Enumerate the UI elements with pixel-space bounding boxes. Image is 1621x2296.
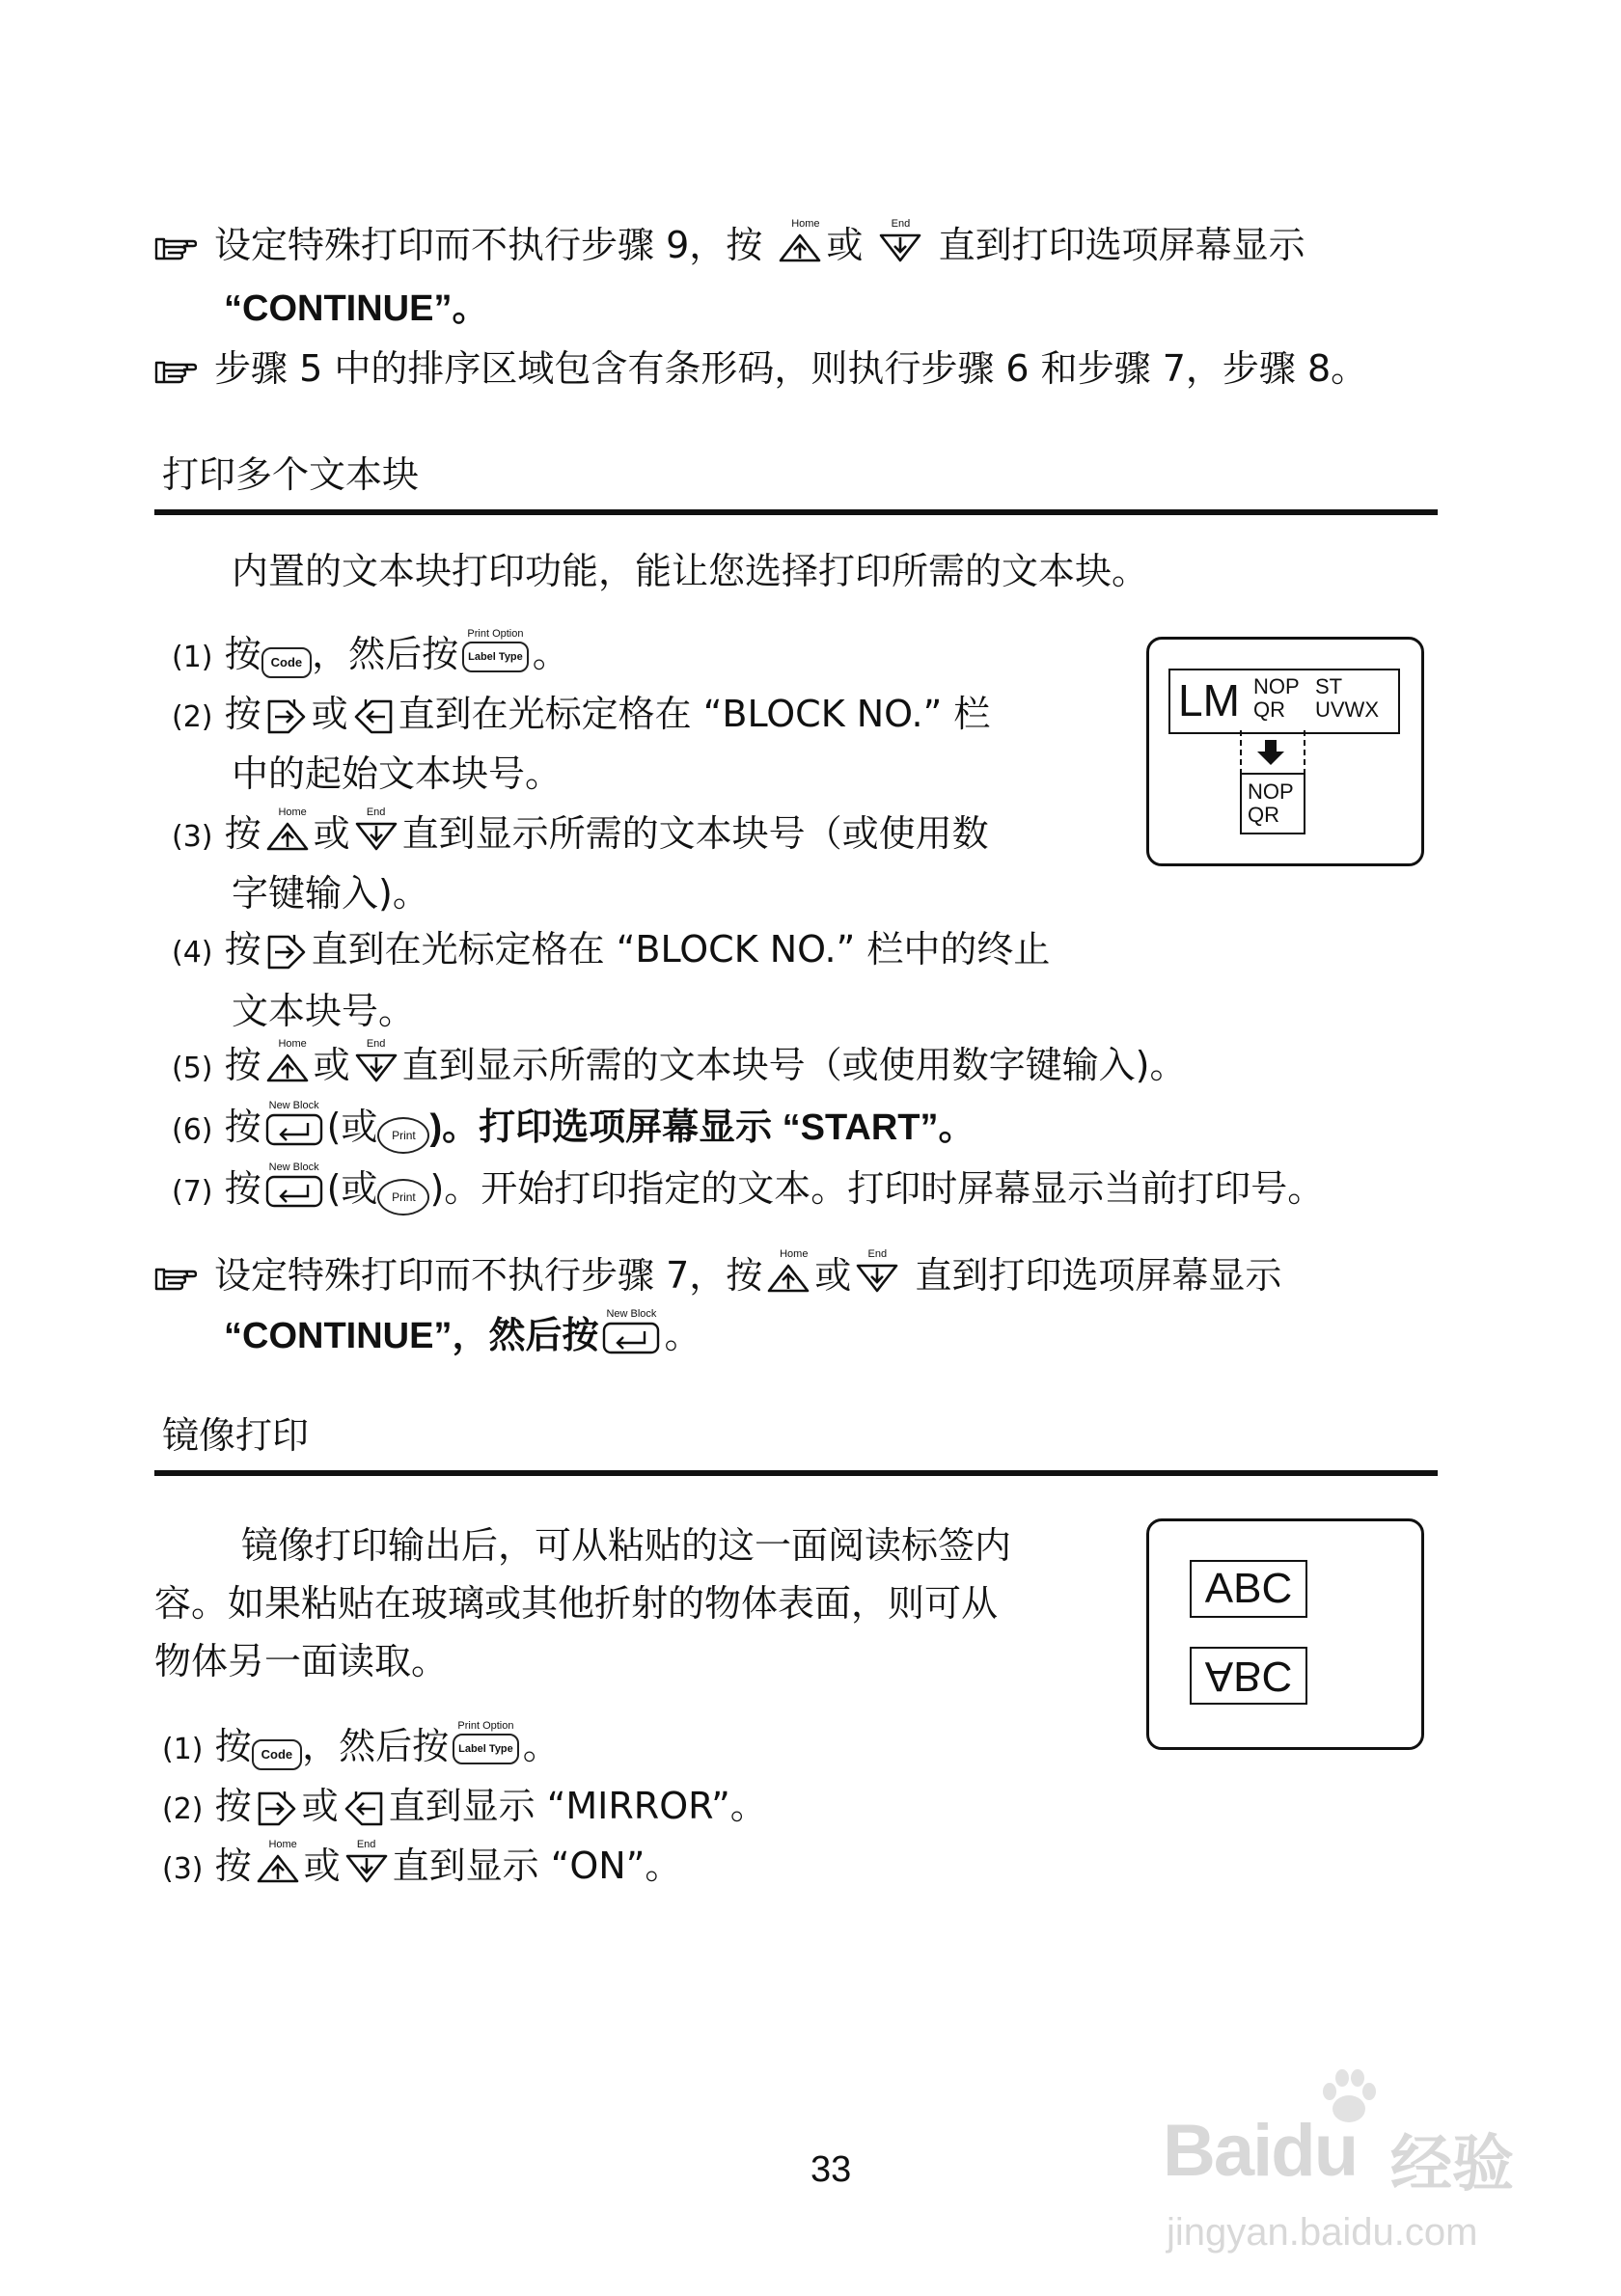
pointing-hand-icon bbox=[154, 233, 197, 262]
up-home-key-icon: Home bbox=[766, 1262, 810, 1295]
watermark-cn: 经验 bbox=[1390, 2129, 1514, 2200]
new-block-enter-key-icon: New Block bbox=[265, 1175, 323, 1208]
big-text: LM bbox=[1178, 675, 1240, 725]
print-key-icon: Print bbox=[377, 1117, 429, 1154]
section-divider bbox=[154, 509, 1438, 515]
section-divider bbox=[154, 1470, 1438, 1476]
multi-block-intro: 内置的文本块打印功能，能让您选择打印所需的文本块。 bbox=[232, 550, 1149, 592]
step-1: (1) 按 Code ，然后按 Print Option Label Type 。 bbox=[172, 629, 569, 683]
right-arrow-key-icon bbox=[265, 933, 308, 971]
right-arrow-key-icon bbox=[265, 697, 308, 736]
left-arrow-key-icon bbox=[343, 1790, 385, 1828]
normal-label: ABC bbox=[1190, 1560, 1307, 1618]
step-2: (2) 按 或 直到在光标定格在 “BLOCK NO.” 栏 bbox=[172, 693, 991, 735]
pointing-hand-icon bbox=[154, 1264, 197, 1293]
up-home-key-icon: Home bbox=[265, 820, 310, 853]
step-3: (3) 按 Home 或 End 直到显示所需的文本块号（或使用数 bbox=[172, 806, 989, 855]
watermark-url: jingyan.baidu.com bbox=[1167, 2211, 1478, 2254]
down-end-key-icon: End bbox=[354, 820, 398, 853]
step-7: (7) 按 New Block (或 Print )。开始打印指定的文本。打印时屏幕显示当前打印号。 bbox=[172, 1163, 1324, 1217]
mirror-step-1: (1) 按 Code ，然后按 Print Option Label Type 。 bbox=[162, 1721, 560, 1775]
mirror-intro-2: 容。如果粘贴在玻璃或其他折射的物体表面，则可从 bbox=[154, 1582, 999, 1625]
note-continue-step7: 设定特殊打印而不执行步骤 7，按 Home 或 End 直到打印选项屏幕显示 bbox=[154, 1250, 1281, 1300]
mirror-figure bbox=[1146, 1518, 1424, 1750]
mirrored-label: ABC bbox=[1190, 1647, 1307, 1705]
up-home-key-icon: Home bbox=[265, 1052, 310, 1084]
output-block: NOP QR bbox=[1240, 773, 1305, 834]
screen-text: LM NOP QR ST UVWX bbox=[1168, 669, 1400, 734]
down-end-key-icon: End bbox=[344, 1852, 389, 1885]
baidu-jingyan-watermark bbox=[1163, 2064, 1587, 2277]
down-end-key-icon: End bbox=[354, 1052, 398, 1084]
left-arrow-key-icon bbox=[352, 697, 395, 736]
pointing-hand-icon bbox=[154, 357, 197, 386]
note-continue-text: “CONTINUE”。 bbox=[224, 288, 489, 329]
right-arrow-key-icon bbox=[256, 1790, 298, 1828]
section-title-multi-block: 打印多个文本块 bbox=[162, 453, 420, 496]
new-block-enter-key-icon: New Block bbox=[265, 1113, 323, 1146]
step-4: (4) 按 直到在光标定格在 “BLOCK NO.” 栏中的终止 bbox=[172, 928, 1051, 970]
step-3-cont: 字键输入)。 bbox=[232, 872, 429, 915]
step-4-cont: 文本块号。 bbox=[232, 990, 416, 1032]
down-arrow-icon bbox=[1253, 738, 1288, 767]
step-5: (5) 按 Home 或 End 直到显示所需的文本块号（或使用数字键输入)。 bbox=[172, 1037, 1187, 1086]
block-print-figure bbox=[1146, 637, 1424, 866]
page-number: 33 bbox=[810, 2149, 852, 2190]
down-end-key-icon: End bbox=[878, 232, 922, 264]
note-continue-step7-cont: “CONTINUE”，然后按 New Block 。 bbox=[224, 1307, 701, 1356]
mirror-intro-3: 物体另一面读取。 bbox=[154, 1640, 449, 1682]
code-key-icon: Code bbox=[252, 1739, 303, 1770]
mirror-step-2: (2) 按 或 直到显示 “MIRROR”。 bbox=[162, 1785, 767, 1827]
up-home-key-icon: Home bbox=[256, 1852, 300, 1885]
step-6: (6) 按 New Block (或 Print )。打印选项屏幕显示 “START”。 bbox=[172, 1102, 975, 1156]
label-type-key-icon: Print Option Label Type bbox=[462, 642, 529, 672]
watermark-brand: Bai bbox=[1163, 2110, 1272, 2192]
watermark-brand-2: du bbox=[1271, 2110, 1358, 2192]
down-end-key-icon: End bbox=[855, 1262, 899, 1295]
new-block-enter-key-icon: New Block bbox=[602, 1322, 660, 1354]
note-continue-step9: 设定特殊打印而不执行步骤 9，按 Home 或 End 直到打印选项屏幕显示 bbox=[154, 220, 1305, 270]
mirror-intro-1: 镜像打印输出后，可从粘贴的这一面阅读标签内 bbox=[241, 1524, 1012, 1567]
section-title-mirror: 镜像打印 bbox=[162, 1414, 310, 1457]
mirror-step-3: (3) 按 Home 或 End 直到显示 “ON”。 bbox=[162, 1838, 682, 1887]
note-barcode: 步骤 5 中的排序区域包含有条形码，则执行步骤 6 和步骤 7，步骤 8。 bbox=[154, 343, 1367, 394]
step-2-cont: 中的起始文本块号。 bbox=[232, 752, 563, 795]
print-key-icon: Print bbox=[377, 1179, 429, 1216]
label-type-key-icon: Print Option Label Type bbox=[453, 1734, 519, 1764]
code-key-icon: Code bbox=[261, 647, 313, 678]
up-home-key-icon: Home bbox=[778, 232, 822, 264]
